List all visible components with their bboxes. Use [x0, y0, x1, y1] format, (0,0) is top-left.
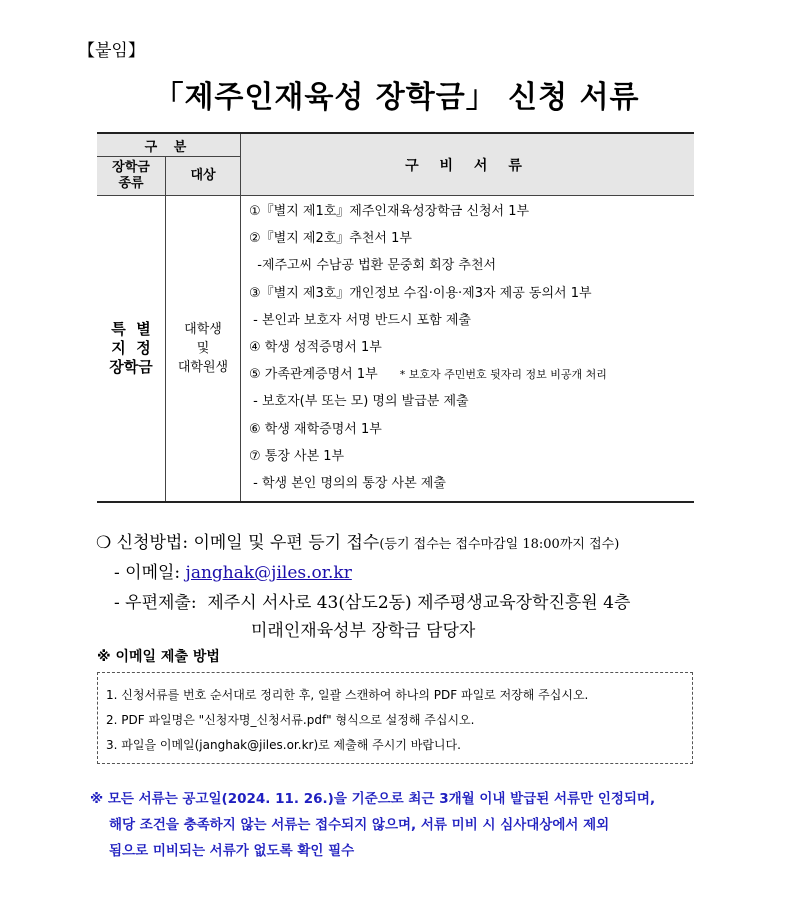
application-method [96, 528, 619, 553]
target-line3: 대학원생 [177, 360, 229, 376]
email-link[interactable]: janghak@jiles.or.kr [185, 563, 352, 583]
target-line1: 대학생 [184, 322, 222, 338]
doc-item-3: ③『별지 제3호』개인정보 수집·이용·제3자 제공 동의서 1부 [249, 285, 592, 301]
validity-warning [90, 786, 730, 864]
application-method-label: ❍ 신청방법: 이메일 및 우편 등기 접수 [96, 533, 380, 553]
email-step-2: 2. PDF 파일명은 "신청자명_신청서류.pdf" 형식으로 설정해 주십시오. [106, 713, 475, 727]
category-line2: 지 정 [111, 339, 151, 358]
warning-line1: ※ 모든 서류는 공고일(2024. 11. 26.)을 기준으로 최근 3개월 이내 발급된 서류만 인정되며, [90, 791, 656, 807]
doc-item-7: ⑦ 통장 사본 1부 [249, 448, 345, 464]
required-documents-table [97, 132, 694, 503]
email-step-3: 3. 파일을 이메일(janghak@jiles.or.kr)로 제출해 주시기 바랍니다. [106, 738, 461, 752]
doc-item-7-note: - 학생 본인 명의의 통장 사본 제출 [249, 475, 446, 491]
email-method-box [97, 672, 693, 764]
header-scholarship-type [97, 157, 166, 196]
email-label: - 이메일: [114, 563, 186, 583]
target-students [166, 196, 241, 503]
postal-submission-line: - 우편제출: 제주시 서사로 43(삼도2동) 제주평생교육장학진흥원 4층 [114, 593, 631, 613]
target-line2: 및 [196, 341, 210, 357]
doc-item-5-privacy-note: * 보호자 주민번호 뒷자리 정보 비공개 처리 [399, 368, 607, 382]
postal-recipient-line: 미래인재육성부 장학금 담당자 [251, 621, 476, 641]
header-documents: 구 비 서 류 [241, 133, 695, 196]
documents-list [241, 196, 695, 503]
doc-item-3-note: - 본인과 보호자 서명 반드시 포함 제출 [249, 312, 471, 328]
doc-item-6: ⑥ 학생 재학증명서 1부 [249, 421, 382, 437]
warning-line3: 됨으로 미비되는 서류가 없도록 확인 필수 [109, 843, 355, 859]
header-type-line1: 장학금 [112, 160, 150, 175]
doc-item-1: ①『별지 제1호』제주인재육성장학금 신청서 1부 [249, 204, 530, 219]
category-special-scholarship [97, 196, 166, 503]
warning-line2: 해당 조건을 충족하지 않는 서류는 접수되지 않으며, 서류 미비 시 심사대상에서 제외 [109, 817, 610, 833]
doc-item-5-row [249, 361, 694, 388]
application-method-note: (등기 접수는 접수마감일 18:00까지 접수) [379, 537, 620, 552]
email-submission-line [114, 558, 352, 583]
attachment-tag: 【붙임】 [78, 41, 145, 61]
header-target: 대상 [166, 157, 241, 196]
doc-item-4: ④ 학생 성적증명서 1부 [249, 339, 382, 355]
doc-item-2: ②『별지 제2호』추천서 1부 [249, 231, 412, 247]
category-line3: 장학금 [109, 358, 153, 377]
category-line1: 특 별 [111, 320, 151, 339]
header-gubun: 구 분 [97, 133, 241, 157]
page-title: 「제주인재육성 장학금」 신청 서류 [153, 80, 640, 115]
doc-item-5: ⑤ 가족관계증명서 1부 [249, 367, 378, 383]
doc-item-5-note: - 보호자(부 또는 모) 명의 발급분 제출 [249, 394, 469, 410]
header-type-line2: 종류 [118, 176, 144, 191]
email-step-1: 1. 신청서류를 번호 순서대로 정리한 후, 일괄 스캔하여 하나의 PDF 파일로 저장해 주십시오. [106, 688, 589, 702]
doc-item-2-note: -제주고씨 수남공 법환 문중회 회장 추천서 [249, 258, 497, 274]
email-method-heading: ※ 이메일 제출 방법 [97, 649, 220, 665]
